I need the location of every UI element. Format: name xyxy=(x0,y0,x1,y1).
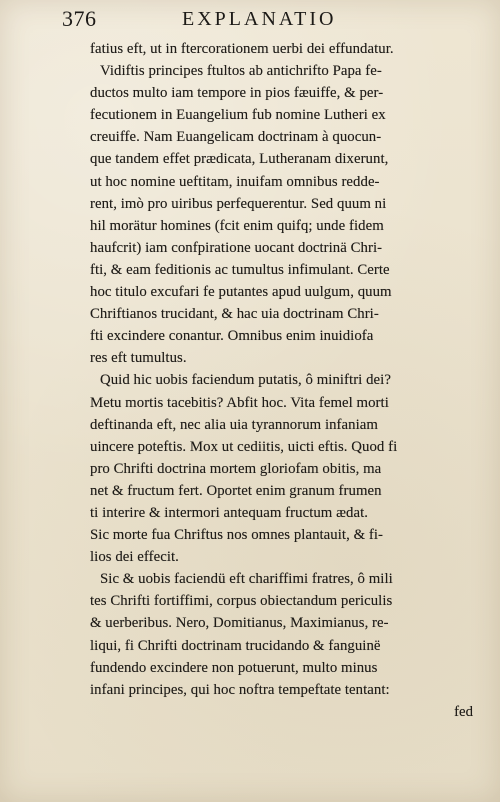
text-line: infani principes, qui hoc noftra tempeftate tentant: xyxy=(90,681,390,698)
text-line: fti, & eam feditionis ac tumultus infimulant. Certe xyxy=(90,261,390,278)
running-head: EXPLANATIO xyxy=(182,8,337,30)
text-line: res eft tumultus. xyxy=(90,350,187,367)
page-header xyxy=(62,8,472,38)
text-line: net & fructum fert. Oportet enim granum frumen xyxy=(90,482,382,499)
text-line: que tandem effet prædicata, Lutheranam dixerunt, xyxy=(90,151,389,168)
text-line: hil morätur homines (fcit enim quifq; unde fidem xyxy=(90,217,384,234)
main-text xyxy=(90,38,473,723)
text-line: haufcrit) iam confpiratione uocant doctrinä Chri- xyxy=(90,239,383,256)
text-line: lios dei effecit. xyxy=(90,549,179,566)
text-line: Metu mortis tacebitis? Abfit hoc. Vita femel morti xyxy=(90,394,389,411)
text-line: & uerberibus. Nero, Domitianus, Maximianus, re- xyxy=(90,615,389,632)
text-line: liqui, fi Chrifti doctrinam trucidando & fanguinë xyxy=(90,637,381,654)
text-line: ti interire & intermori antequam fructum ædat. xyxy=(90,504,369,521)
text-line: Vidiftis principes ftultos ab antichrifto Papa fe- xyxy=(100,63,382,80)
text-line: tes Chrifti fortiffimi, corpus obiectandum periculis xyxy=(90,593,393,610)
text-line: ut hoc nomine ueftitam, inuifam omnibus redde- xyxy=(90,173,380,190)
text-line: uincere poteftis. Mox ut cediitis, uicti eftis. Quod fi xyxy=(90,438,398,455)
catchword-row xyxy=(90,701,473,723)
text-line: fatius eft, ut in ftercorationem uerbi dei effundatur. xyxy=(90,41,394,57)
text-line: Chriftianos trucidant, & hac uia doctrinam Chri- xyxy=(90,306,379,323)
text-line: creuiffe. Nam Euangelicam doctrinam à quocun- xyxy=(90,129,382,146)
text-line: ductos multo iam tempore in pios fæuiffe, & per- xyxy=(90,85,384,102)
text-line: Sic morte fua Chriftus nos omnes plantauit, & fi- xyxy=(90,527,383,544)
text-line: fecutionem in Euangelium fub nomine Lutheri ex xyxy=(90,107,386,124)
text-line: fti excindere conantur. Omnibus enim inuidiofa xyxy=(90,328,374,345)
text-line: rent, imò pro uiribus perfequerentur. Sed quum ni xyxy=(90,195,387,212)
catchword: fed xyxy=(454,703,473,720)
page-number: 376 xyxy=(62,6,97,31)
text-line: fundendo excindere non potuerunt, multo minus xyxy=(90,659,378,676)
text-line: pro Chrifti doctrina mortem gloriofam obitis, ma xyxy=(90,460,382,477)
text-line: hoc titulo excufari fe putantes apud uulgum, quum xyxy=(90,284,392,301)
text-line: Quid hic uobis faciendum putatis, ô miniftri dei? xyxy=(100,372,391,389)
text-line: Sic & uobis faciendü eft chariffimi fratres, ô mili xyxy=(100,571,393,588)
text-line: deftinanda eft, nec alia uia tyrannorum infaniam xyxy=(90,416,378,433)
